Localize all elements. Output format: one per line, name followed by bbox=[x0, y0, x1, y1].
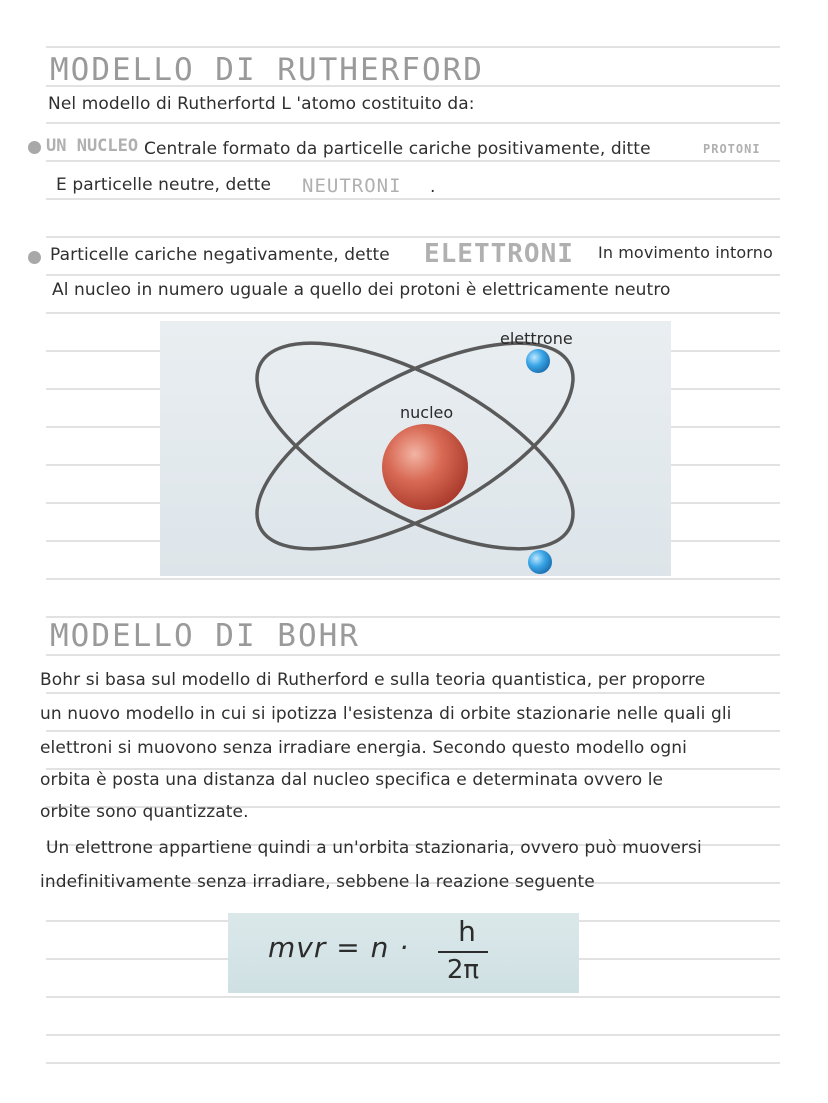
bullet1-end: . bbox=[430, 177, 436, 197]
highlight-neutroni: NEUTRONI bbox=[302, 175, 402, 197]
bullet2-text: Particelle cariche negativamente, dette bbox=[50, 245, 390, 265]
highlight-nucleo: UN NUCLEO bbox=[46, 136, 139, 156]
formula-lhs: mvr = n · bbox=[268, 931, 410, 964]
bohr-line: orbita è posta una distanza dal nucleo specifica e determinata ovvero le bbox=[40, 770, 664, 790]
label-nucleo: nucleo bbox=[400, 403, 454, 422]
bohr-line: Un elettrone appartiene quindi a un'orbita stazionaria, ovvero può muoversi bbox=[46, 838, 702, 858]
label-elettrone: elettrone bbox=[500, 329, 573, 348]
bullet-icon bbox=[28, 141, 41, 154]
electron-sphere bbox=[526, 349, 550, 373]
bohr-title: MODELLO DI BOHR bbox=[50, 618, 360, 654]
highlight-elettroni: ELETTRONI bbox=[424, 239, 574, 269]
bullet1-text: Centrale formato da particelle cariche positivamente, ditte bbox=[144, 139, 651, 159]
bullet1-text-line2: E particelle neutre, dette bbox=[56, 175, 272, 195]
bohr-line: orbite sono quantizzate. bbox=[40, 802, 249, 822]
bohr-line: indefinitivamente senza irradiare, sebbene la reazione seguente bbox=[40, 872, 595, 892]
electron-sphere bbox=[528, 550, 552, 574]
atom-figure bbox=[160, 321, 671, 576]
atom-diagram bbox=[160, 321, 671, 576]
formula-denominator: 2π bbox=[446, 955, 480, 985]
rutherford-title: MODELLO DI RUTHERFORD bbox=[50, 52, 484, 88]
bullet-icon bbox=[28, 251, 41, 264]
bohr-line: un nuovo modello in cui si ipotizza l'esistenza di orbite stazionarie nelle quali gli bbox=[40, 704, 732, 724]
bullet2-text-line2: Al nucleo in numero uguale a quello dei protoni è elettricamente neutro bbox=[52, 280, 671, 300]
nucleus-sphere bbox=[382, 424, 468, 510]
bullet2-text-cont: In movimento intorno bbox=[598, 243, 773, 262]
bohr-formula bbox=[228, 913, 579, 993]
bohr-line: Bohr si basa sul modello di Rutherford e sulla teoria quantistica, per proporre bbox=[40, 670, 706, 690]
bohr-line: elettroni si muovono senza irradiare energia. Secondo questo modello ogni bbox=[40, 738, 688, 758]
formula-numerator: h bbox=[458, 915, 476, 948]
rutherford-intro: Nel modello di Rutherfortd L 'atomo costituito da: bbox=[48, 94, 475, 114]
highlight-protoni: PROTONI bbox=[703, 142, 761, 156]
fraction-bar bbox=[438, 951, 488, 953]
